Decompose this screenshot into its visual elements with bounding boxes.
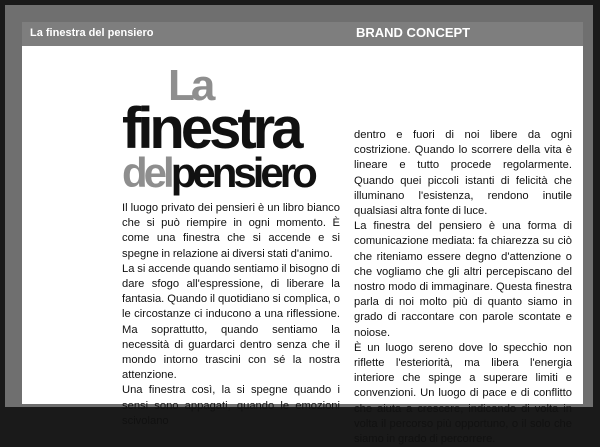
text-column-left: [122, 201, 340, 429]
title-line-3-part-1: del: [122, 149, 171, 196]
paragraph: La si accende quando sentiamo il bisogno di dare sfogo all'espressione, di liberare la fantasia. Quando il quotidiano si complica, o le circostanze ci inducono a una riflessione. Ma soprattutto, quando sentiamo la necessità di guardarci dentro senza che il mondo intorno trascini con sé la nostra attenzione.: [122, 262, 340, 382]
text-column-right: [354, 128, 572, 447]
page-frame: [5, 5, 593, 446]
header-category: BRAND CONCEPT: [356, 25, 471, 40]
page-title: [122, 61, 362, 196]
header-section-title: La finestra del pensiero: [30, 27, 154, 39]
title-line-3: [122, 149, 362, 196]
document-page: [22, 22, 583, 446]
paragraph: Una finestra così, la si spegne quando i sensi sono appagati, quando le emozioni scivolano: [122, 384, 340, 427]
paragraph: È un luogo sereno dove lo specchio non riflette l'esteriorità, ma libera l'energia interiore che spinge a superare limiti e convenzioni. Un luogo di pace e di conflitto che aiuta a crescere, indicando di volta in volta il percorso più opportuno, o il solo che siamo in grado di percorrere.: [354, 341, 572, 446]
title-line-2: finestra: [122, 96, 300, 161]
title-line-1: La: [168, 61, 212, 110]
paragraph: La finestra del pensiero è una forma di comunicazione mediata: fa chiarezza su ciò che riteniamo essere degno d'attenzione o che vogliamo che gli altri percepiscano del nostro modo di immaginare. Questa finestra parla di noi molto più di quanto siamo in grado di raccontare con parole scontate e noiose.: [354, 220, 572, 339]
paragraph: Il luogo privato dei pensieri è un libro bianco che si può riempire in ogni momento. È come una finestra che si accende e si spegne in relazione ai diversi stati d'animo.: [122, 202, 340, 260]
paragraph: dentro e fuori di noi libere da ogni costrizione. Quando lo scorrere della vita è lineare e tutto procede regolarmente. Quando quei piccoli istanti di felicità che illuminano l'esistenza, rendono inutile qualsiasi altra fonte di luce.: [354, 129, 572, 218]
header-bar: [22, 22, 583, 46]
title-line-3-part-2: pensiero: [170, 149, 314, 196]
